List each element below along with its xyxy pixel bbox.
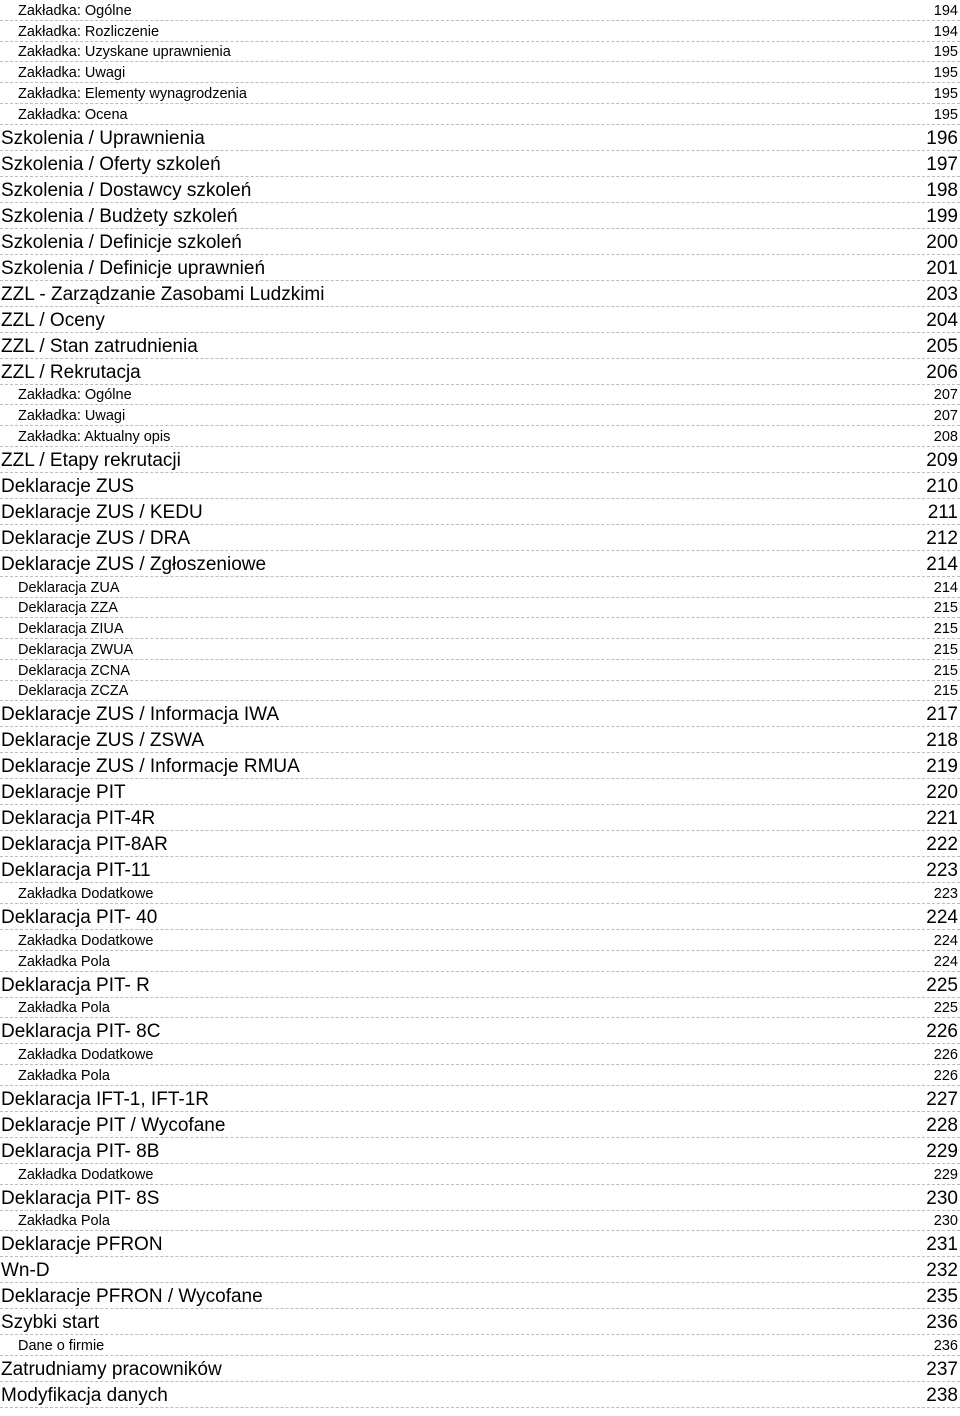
toc-entry-page-number: 194 (933, 23, 958, 40)
toc-entry-title: Zakładka Pola (18, 1000, 110, 1017)
toc-subentry[interactable] (0, 426, 960, 447)
toc-entry-title: ZZL / Etapy rekrutacji (1, 449, 181, 471)
toc-entry[interactable] (0, 1356, 960, 1382)
toc-entry-title: Deklaracja PIT- R (1, 974, 150, 996)
toc-entry-page-number: 225 (926, 974, 958, 996)
toc-subentry[interactable] (0, 930, 960, 951)
toc-entry-title: Szybki start (1, 1312, 100, 1334)
toc-entry-page-number: 236 (926, 1312, 958, 1334)
toc-entry-title: Deklaracja ZUA (18, 579, 120, 596)
toc-entry-title: Zakładka Dodatkowe (18, 932, 154, 949)
toc-entry[interactable] (0, 447, 960, 473)
toc-entry-page-number: 237 (926, 1359, 958, 1380)
toc-entry-title: Szkolenia / Definicje szkoleń (1, 231, 242, 253)
toc-subentry[interactable] (0, 385, 960, 406)
toc-entry[interactable] (0, 1018, 960, 1044)
toc-entry[interactable] (0, 831, 960, 857)
toc-subentry[interactable] (0, 660, 960, 681)
toc-entry-title: Deklaracja PIT- 8B (1, 1140, 160, 1162)
toc-entry[interactable] (0, 359, 960, 385)
toc-subentry[interactable] (0, 0, 960, 21)
toc-entry-title: Deklaracja IFT-1, IFT-1R (1, 1088, 209, 1110)
toc-entry-page-number: 226 (933, 1047, 958, 1063)
toc-entry[interactable] (0, 753, 960, 779)
toc-subentry[interactable] (0, 951, 960, 972)
toc-entry-title: Zakładka: Uzyskane uprawnienia (18, 44, 231, 61)
toc-entry-page-number: 195 (933, 85, 958, 102)
toc-entry[interactable] (0, 307, 960, 333)
toc-entry-page-number: 225 (933, 1000, 958, 1017)
toc-entry-page-number: 217 (926, 704, 958, 726)
toc-entry-title: Zakładka: Elementy wynagrodzenia (18, 85, 247, 102)
toc-subentry[interactable] (0, 21, 960, 42)
toc-entry[interactable] (0, 1231, 960, 1257)
toc-entry-title: Deklaracje PFRON (1, 1234, 163, 1256)
toc-subentry[interactable] (0, 405, 960, 426)
toc-entry-title: Szkolenia / Oferty szkoleń (1, 153, 221, 175)
toc-entry[interactable] (0, 1112, 960, 1138)
toc-entry-title: Zakładka: Ogólne (18, 387, 132, 404)
toc-entry-page-number: 229 (926, 1140, 958, 1162)
toc-entry-title: Zatrudniamy pracowników (1, 1359, 222, 1380)
toc-entry[interactable] (0, 125, 960, 151)
toc-entry-title: Zakładka Pola (18, 1067, 110, 1084)
toc-subentry[interactable] (0, 1065, 960, 1086)
toc-subentry[interactable] (0, 639, 960, 660)
toc-entry[interactable] (0, 151, 960, 177)
toc-subentry[interactable] (0, 1211, 960, 1232)
toc-subentry[interactable] (0, 1044, 960, 1065)
toc-entry-title: Deklaracje ZUS (1, 475, 135, 497)
toc-subentry[interactable] (0, 104, 960, 125)
toc-entry-page-number: 199 (926, 205, 958, 227)
toc-entry-page-number: 235 (926, 1286, 958, 1308)
toc-subentry[interactable] (0, 62, 960, 83)
toc-entry-page-number: 220 (926, 782, 958, 804)
toc-entry-page-number: 224 (933, 932, 958, 949)
toc-entry-title: Zakładka: Ogólne (18, 2, 132, 19)
toc-entry-page-number: 207 (933, 387, 958, 404)
toc-entry-page-number: 226 (926, 1021, 958, 1043)
toc-entry-page-number: 204 (926, 309, 958, 331)
toc-entry[interactable] (0, 857, 960, 883)
toc-entry-page-number: 232 (926, 1260, 958, 1282)
toc-entry-page-number: 206 (926, 361, 958, 383)
toc-entry-page-number: 223 (926, 860, 958, 882)
toc-entry-title: Szkolenia / Uprawnienia (1, 127, 205, 149)
toc-entry-title: Deklaracja ZCZA (18, 683, 129, 700)
toc-entry-title: Dane o firmie (18, 1338, 105, 1354)
toc-entry-title: Deklaracja ZIUA (18, 621, 124, 637)
toc-entry[interactable] (0, 499, 960, 525)
toc-entry-page-number: 223 (933, 886, 958, 902)
toc-entry-title: Szkolenia / Budżety szkoleń (1, 205, 238, 227)
toc-entry-page-number: 218 (926, 730, 958, 752)
toc-entry-title: ZZL / Oceny (1, 309, 105, 331)
toc-entry-page-number: 238 (926, 1385, 958, 1406)
toc-entry[interactable] (0, 281, 960, 307)
toc-entry[interactable] (0, 551, 960, 577)
toc-entry-title: Zakładka: Ocena (18, 106, 128, 123)
toc-entry[interactable] (0, 473, 960, 499)
toc-entry-page-number: 205 (926, 335, 958, 357)
toc-entry-page-number: 230 (933, 1213, 958, 1230)
toc-entry-page-number: 194 (933, 2, 958, 19)
toc-entry-page-number: 203 (926, 283, 958, 305)
toc-entry-title: Deklaracje ZUS / DRA (1, 527, 190, 549)
toc-subentry[interactable] (0, 42, 960, 63)
toc-entry[interactable] (0, 229, 960, 255)
toc-entry-page-number: 221 (926, 808, 958, 830)
toc-entry-page-number: 211 (927, 501, 958, 523)
toc-subentry[interactable] (0, 681, 960, 702)
toc-entry-title: Deklaracje PIT (1, 782, 126, 804)
toc-entry-page-number: 224 (926, 907, 958, 928)
toc-entry-page-number: 214 (926, 553, 958, 575)
toc-entry-page-number: 195 (933, 65, 958, 81)
toc-entry-title: Zakładka Dodatkowe (18, 1047, 154, 1063)
toc-entry-page-number: 212 (926, 527, 958, 549)
toc-entry-title: Deklaracje PFRON / Wycofane (1, 1286, 263, 1308)
toc-entry-title: Zakładka Dodatkowe (18, 886, 154, 902)
toc-entry-page-number: 208 (933, 428, 958, 445)
toc-entry-page-number: 195 (933, 106, 958, 123)
toc-entry-page-number: 224 (933, 953, 958, 970)
toc-entry-title: Wn-D (1, 1260, 50, 1282)
toc-entry-title: Deklaracja PIT- 8S (1, 1187, 160, 1209)
toc-entry[interactable] (0, 805, 960, 831)
toc-entry-page-number: 219 (926, 756, 958, 778)
toc-subentry[interactable] (0, 883, 960, 904)
toc-entry-title: Deklaracje PIT / Wycofane (1, 1114, 226, 1136)
toc-entry-page-number: 215 (933, 621, 958, 637)
toc-entry[interactable] (0, 177, 960, 203)
toc-entry-title: Deklaracja PIT- 40 (1, 907, 158, 928)
toc-entry-page-number: 207 (933, 408, 958, 424)
toc-entry-title: Deklaracja ZZA (18, 600, 118, 617)
toc-entry-page-number: 231 (926, 1234, 958, 1256)
toc-subentry[interactable] (0, 998, 960, 1019)
toc-subentry[interactable] (0, 83, 960, 104)
toc-entry[interactable] (0, 1309, 960, 1335)
toc-subentry[interactable] (0, 577, 960, 598)
toc-entry-page-number: 228 (926, 1114, 958, 1136)
toc-entry-page-number: 197 (926, 153, 958, 175)
toc-entry-page-number: 227 (926, 1088, 958, 1110)
toc-entry[interactable] (0, 727, 960, 753)
toc-entry-title: Szkolenia / Dostawcy szkoleń (1, 179, 252, 201)
toc-subentry[interactable] (0, 1335, 960, 1356)
toc-entry-page-number: 201 (926, 257, 958, 279)
toc-entry-title: Deklaracja ZCNA (18, 662, 130, 679)
toc-entry-title: Zakładka Pola (18, 1213, 110, 1230)
toc-subentry[interactable] (0, 1164, 960, 1185)
toc-entry-page-number: 215 (933, 683, 958, 700)
toc-entry-title: Modyfikacja danych (1, 1385, 168, 1406)
toc-entry[interactable] (0, 255, 960, 281)
toc-entry[interactable] (0, 1185, 960, 1211)
toc-entry[interactable] (0, 904, 960, 930)
toc-entry[interactable] (0, 333, 960, 359)
toc-entry-title: ZZL / Stan zatrudnienia (1, 335, 198, 357)
toc-subentry[interactable] (0, 598, 960, 619)
toc-entry-title: Zakładka: Uwagi (18, 65, 126, 81)
toc-entry-title: Deklaracje ZUS / Informacja IWA (1, 704, 280, 726)
toc-entry[interactable] (0, 1138, 960, 1164)
toc-entry[interactable] (0, 1086, 960, 1112)
toc-entry-title: Deklaracje ZUS / Informacje RMUA (1, 756, 300, 778)
toc-entry-title: ZZL - Zarządzanie Zasobami Ludzkimi (1, 283, 325, 305)
toc-entry-page-number: 196 (926, 127, 958, 149)
toc-entry-page-number: 226 (933, 1067, 958, 1084)
toc-entry-title: Zakładka Dodatkowe (18, 1166, 154, 1183)
toc-entry[interactable] (0, 701, 960, 727)
toc-entry-page-number: 200 (926, 231, 958, 253)
toc-entry-page-number: 198 (926, 179, 958, 201)
toc-entry-title: Deklaracje ZUS / KEDU (1, 501, 203, 523)
toc-entry-page-number: 215 (933, 662, 958, 679)
toc-entry-title: Deklaracja ZWUA (18, 641, 134, 658)
toc-entry-title: Deklaracja PIT- 8C (1, 1021, 161, 1043)
toc-entry-page-number: 215 (933, 641, 958, 658)
toc-entry-page-number: 229 (933, 1166, 958, 1183)
toc-entry-page-number: 236 (933, 1338, 958, 1354)
toc-entry-title: ZZL / Rekrutacja (1, 361, 141, 383)
toc-entry-title: Zakładka: Uwagi (18, 408, 126, 424)
toc-entry-title: Zakładka: Aktualny opis (18, 428, 171, 445)
toc-subentry[interactable] (0, 618, 960, 639)
toc-entry-page-number: 209 (926, 449, 958, 471)
toc-entry[interactable] (0, 1382, 960, 1408)
toc-entry-title: Zakładka Pola (18, 953, 110, 970)
toc-entry-title: Deklaracja PIT-11 (1, 860, 151, 882)
toc-entry-title: Deklaracja PIT-4R (1, 808, 156, 830)
toc-entry-page-number: 210 (926, 475, 958, 497)
toc-entry-page-number: 195 (933, 44, 958, 61)
toc-entry[interactable] (0, 1283, 960, 1309)
toc-entry-title: Zakładka: Rozliczenie (18, 23, 160, 40)
toc-entry-title: Szkolenia / Definicje uprawnień (1, 257, 266, 279)
toc-entry[interactable] (0, 779, 960, 805)
toc-entry-page-number: 222 (926, 834, 958, 856)
toc-entry-title: Deklaracje ZUS / ZSWA (1, 730, 205, 752)
toc-entry[interactable] (0, 203, 960, 229)
toc-entry[interactable] (0, 972, 960, 998)
toc-entry-page-number: 215 (933, 600, 958, 617)
toc-entry-page-number: 214 (933, 579, 958, 596)
toc-entry-title: Deklaracje ZUS / Zgłoszeniowe (1, 553, 267, 575)
toc-entry[interactable] (0, 525, 960, 551)
toc-entry-title: Deklaracja PIT-8AR (1, 834, 168, 856)
toc-entry-page-number: 230 (926, 1187, 958, 1209)
toc-entry[interactable] (0, 1257, 960, 1283)
